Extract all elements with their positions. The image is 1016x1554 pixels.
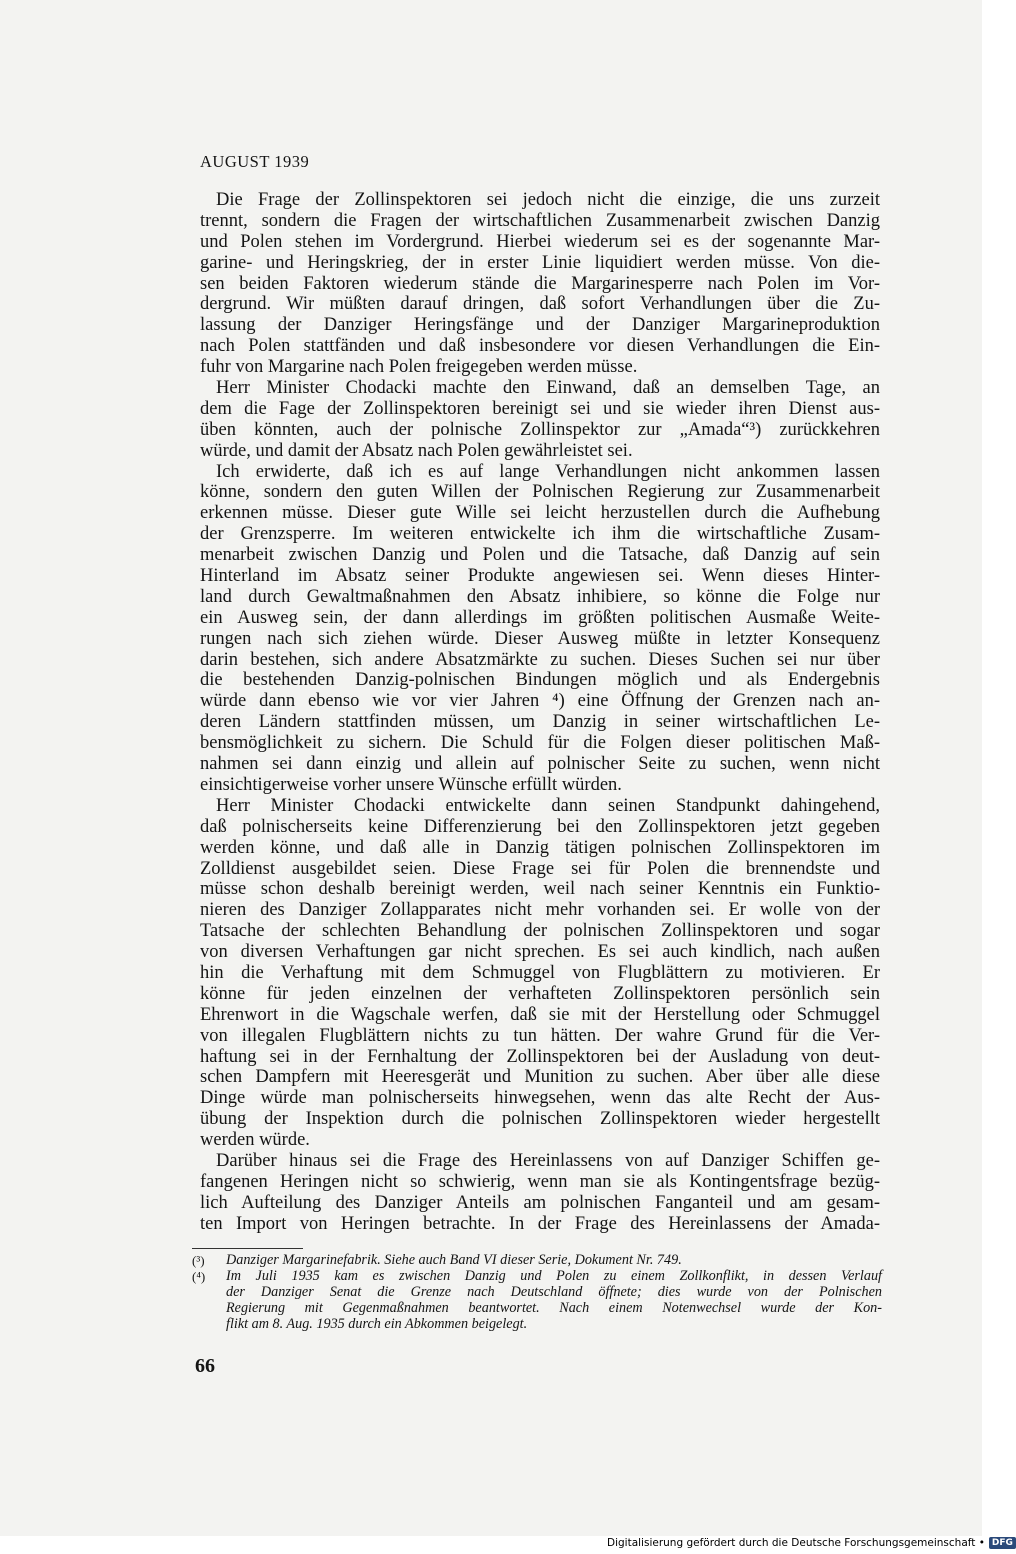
text-line: deren Ländern stattfinden müssen, um Danzig in seiner wirtschaftlichen Le- <box>200 712 880 733</box>
footnote-marker: (³) <box>192 1253 205 1268</box>
footnote-line <box>192 1253 882 1269</box>
text-line: Darüber hinaus sei die Frage des Hereinlassens von auf Danziger Schiffen ge- <box>216 1150 880 1171</box>
body-text <box>200 190 880 1235</box>
running-head: AUGUST 1939 <box>200 152 310 171</box>
text-line: dergrund. Wir müßten darauf dringen, daß sofort Verhandlungen über die Zu- <box>200 294 880 315</box>
text-line: von diversen Verhaftungen gar nicht sprechen. Es sei auch kindlich, nach außen <box>200 942 880 963</box>
text-line: Herr Minister Chodacki entwickelte dann seinen Standpunkt dahingehend, <box>216 795 880 816</box>
text-line: nahmen sei dann einzig und allein auf polnischer Seite zu suchen, wenn nicht <box>200 754 880 775</box>
text-line: schen Dampfern mit Heeresgerät und Munition zu suchen. Aber über alle diese <box>200 1067 880 1088</box>
text-line: übung der Inspektion durch die polnischen Zollinspektoren wieder hergestellt <box>200 1109 880 1130</box>
text-line: Dinge würde man polnischerseits hinwegsehen, wenn das alte Recht der Aus- <box>200 1088 880 1109</box>
text-line: garine- und Heringskrieg, der in erster Linie liquidiert werden müsse. Von die- <box>200 252 880 273</box>
text-line: menarbeit zwischen Danzig und Polen und die Tatsache, daß Danzig auf sein <box>200 545 880 566</box>
footnote-text: Danziger Margarinefabrik. Siehe auch Band VI dieser Serie, Dokument Nr. 749. <box>226 1252 682 1268</box>
text-line: Tatsache der schlechten Behandlung der polnischen Zollinspektoren und sogar <box>200 921 880 942</box>
text-line: ten Import von Heringen betrachte. In der Frage des Hereinlassens der Amada- <box>200 1213 880 1234</box>
footnote-line <box>192 1301 882 1317</box>
text-line: Hinterland im Absatz seiner Produkte angewiesen sei. Wenn dieses Hinter- <box>200 566 880 587</box>
text-line: könne, sondern den guten Willen der Polnischen Regierung zur Zusammenarbeit <box>200 482 880 503</box>
text-line: und Polen stehen im Vordergrund. Hierbei wiederum sei es der sogenannte Mar- <box>200 231 880 252</box>
text-line: werden würde. <box>200 1130 310 1151</box>
text-line: land durch Gewaltmaßnahmen den Absatz inhibiere, so könne die Folge nur <box>200 586 880 607</box>
text-line: nach Polen stattfänden und daß insbesondere vor diesen Verhandlungen die Ein- <box>200 336 880 357</box>
footnote-line <box>192 1317 882 1333</box>
text-line: würde dann ebenso wie vor vier Jahren ⁴) eine Öffnung der Grenzen nach an- <box>200 691 880 712</box>
text-line: könne für jeden einzelnen der verhafteten Zollinspektoren persönlich sein <box>200 983 880 1004</box>
text-line: dem die Fage der Zollinspektoren bereinigt sei und sie wieder ihren Dienst aus- <box>200 398 880 419</box>
credit-text: Digitalisierung gefördert durch die Deutsche Forschungsgemeinschaft • <box>607 1537 985 1549</box>
text-line: nieren des Danziger Zollapparates nicht mehr vorhanden sei. Er wolle von der <box>200 900 880 921</box>
text-line: von illegalen Flugblättern nichts zu tun hätten. Der wahre Grund für die Ver- <box>200 1025 880 1046</box>
footnotes <box>192 1253 882 1332</box>
text-line: hin die Verhaftung mit dem Schmuggel von Flugblättern zu motivieren. Er <box>200 962 880 983</box>
text-line: lassung der Danziger Heringsfänge und der Danziger Margarineproduktion <box>200 315 880 336</box>
footnote-line <box>192 1269 882 1285</box>
text-line: fangenen Heringen nicht so schwierig, wenn man sie als Kontingentsfrage bezüg- <box>200 1171 880 1192</box>
text-line: rungen nach sich ziehen würde. Dieser Ausweg müßte in letzter Konsequenz <box>200 628 880 649</box>
text-line: fuhr von Margarine nach Polen freigegeben werden müsse. <box>200 357 638 378</box>
text-line: bensmöglichkeit zu sichern. Die Schuld für die Folgen dieser politischen Maß- <box>200 733 880 754</box>
text-line: trennt, sondern die Fragen der wirtschaftlichen Zusammenarbeit zwischen Danzig <box>200 210 880 231</box>
footnote-separator <box>192 1248 303 1249</box>
text-line: werden könne, und daß alle in Danzig tätigen polnischen Zollinspektoren im <box>200 837 880 858</box>
text-line: haftung sei in der Fernhaltung der Zollinspektoren bei der Ausladung von deut- <box>200 1046 880 1067</box>
text-line: ein Ausweg sein, der dann allerdings im größten politischen Ausmaße Weite- <box>200 607 880 628</box>
text-line: Ich erwiderte, daß ich es auf lange Verhandlungen nicht ankommen lassen <box>216 461 880 482</box>
text-line: Herr Minister Chodacki machte den Einwand, daß an demselben Tage, an <box>216 378 880 399</box>
footnote-line <box>192 1285 882 1301</box>
text-line: einsichtigerweise vorher unsere Wünsche erfüllt würden. <box>200 774 622 795</box>
footnote-text: Im Juli 1935 kam es zwischen Danzig und Polen zu einem Zollkonflikt, in dessen Verlauf <box>226 1267 882 1284</box>
text-line: die bestehenden Danzig-polnischen Bindungen möglich und als Endergebnis <box>200 670 880 691</box>
text-line: Zolldienst ausgebildet seien. Diese Frage sei für Polen die brennendste und <box>200 858 880 879</box>
text-line: üben könnten, auch der polnische Zollinspektor zur „Amada“³) zurückkehren <box>200 419 880 440</box>
text-line: lich Aufteilung des Danziger Anteils am polnischen Fanganteil und am gesam- <box>200 1192 880 1213</box>
text-line: würde, und damit der Absatz nach Polen gewährleistet sei. <box>200 440 633 461</box>
footnote-text: flikt am 8. Aug. 1935 durch ein Abkommen beigelegt. <box>226 1315 528 1332</box>
text-line: Die Frage der Zollinspektoren sei jedoch nicht die einzige, die uns zurzeit <box>216 190 880 210</box>
text-line: darin bestehen, sich andere Absatzmärkte zu suchen. Dieses Suchen sei nur über <box>200 649 880 670</box>
text-line: daß polnischerseits keine Differenzierung bei den Zollinspektoren jetzt gegeben <box>200 816 880 837</box>
text-line: sen beiden Faktoren wiederum stände die Margarinesperre nach Polen im Vor- <box>200 273 880 294</box>
footnote-text: der Danziger Senat die Grenze nach Deutschland öffnete; dies wurde von der Polnischen <box>226 1283 882 1300</box>
text-line: Ehrenwort in die Wagschale werfen, daß sie mit der Herstellung oder Schmuggel <box>200 1004 880 1025</box>
page-number: 66 <box>195 1355 215 1377</box>
footnote-marker: (⁴) <box>192 1268 206 1284</box>
text-line: der Grenzsperre. Im weiteren entwickelte ich ihm die wirtschaftliche Zusam- <box>200 524 880 545</box>
text-line: müsse schon deshalb bereinigt werden, weil nach seiner Kenntnis ein Funktio- <box>200 879 880 900</box>
digitization-credit <box>607 1537 1016 1549</box>
dfg-logo-icon: DFG <box>989 1537 1016 1549</box>
text-line: erkennen müsse. Dieser gute Wille sei leicht herzustellen durch die Aufhebung <box>200 503 880 524</box>
footnote-text: Regierung mit Gegenmaßnahmen beantwortet. Nach einem Notenwechsel wurde der Kon- <box>226 1299 882 1316</box>
